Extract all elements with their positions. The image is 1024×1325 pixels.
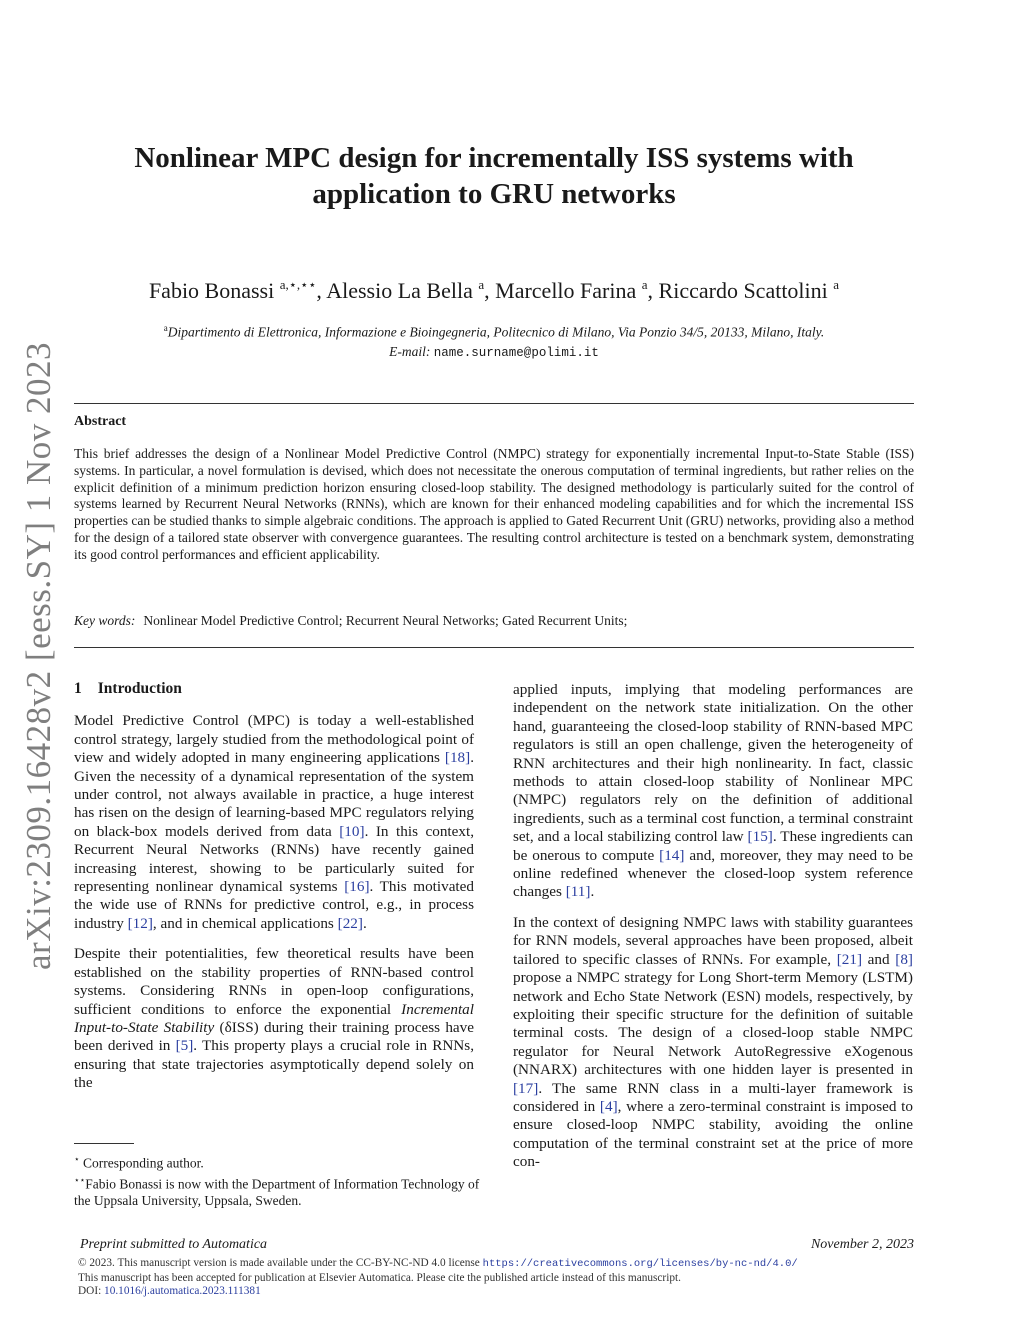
author-1	[149, 278, 326, 303]
text-run: Model Predictive Control (MPC) is today a well-established control strategy, largely studied from the methodological point of view and widely adopted in many engineering applications	[74, 712, 474, 767]
author-name: Fabio Bonassi	[148, 278, 275, 303]
text-run: . This property plays a crucial role in RNNs, ensuring that state trajectories asymptotically depend solely on the	[74, 1037, 474, 1092]
license-url[interactable]: https://creativecommons.org/licenses/by-nc-nd/4.0/	[482, 1258, 798, 1270]
citation-link[interactable]: [4]	[599, 1097, 618, 1115]
abstract-bottom-rule	[74, 647, 914, 648]
citation-link[interactable]: [18]	[444, 749, 471, 767]
footnote-2	[74, 1172, 484, 1210]
doi-link[interactable]: 10.1016/j.automatica.2023.111381	[104, 1285, 261, 1297]
footnote-text: Corresponding author.	[83, 1155, 204, 1171]
citation-link[interactable]: [16]	[344, 878, 370, 896]
intro-paragraph-3	[513, 681, 913, 902]
footnote-1	[74, 1151, 484, 1172]
footer-date: November 2, 2023	[810, 1237, 914, 1252]
citation-link[interactable]: [12]	[127, 914, 153, 932]
arxiv-side-stamp: arXiv:2309.16428v2 [eess.SY] 1 Nov 2023	[19, 341, 58, 970]
intro-paragraph-1	[74, 712, 474, 933]
affiliation	[74, 319, 914, 363]
title-line-2: application to GRU networks	[312, 178, 676, 210]
text-run: and, moreover, they may need to be online redefined whenever the closed-loop system reference changes	[513, 846, 914, 901]
affiliation-mark: a	[163, 323, 168, 333]
license-text: © 2023. This manuscript version is made available under the CC-BY-NC-ND 4.0 license	[78, 1257, 480, 1269]
emphasis-text: Incremental Input-to-State Stability	[74, 1000, 474, 1036]
author-name: Riccardo Scattolini	[658, 278, 828, 303]
author-sep: ,	[484, 278, 496, 303]
affiliation-text: Dipartimento di Elettronica, Informazione e Bioingegneria, Politecnico di Milano, Via Ponzio 34/5, 20133, Milano, Italy.	[167, 324, 825, 340]
text-run: . This motivated the wide use of RNNs for predictive control, e.g., in process industry	[74, 878, 474, 932]
text-run: propose a NMPC strategy for Long Short-term Memory (LSTM) network and Echo State Network (ESN) models, respectively, by exploiting their specific structure for the definition of suitable terminal costs. The design of a closed-loop stable NMPC regulator for Neural Network AutoRegressive eXogenous (NNARX) architectures with one hidden layer is presented in	[513, 969, 913, 1079]
citation-link[interactable]: [11]	[565, 883, 591, 901]
intro-paragraph-4	[513, 914, 913, 1172]
author-affil-mark: a	[833, 277, 840, 292]
author-3	[495, 278, 658, 303]
intro-paragraph-2	[74, 945, 474, 1092]
text-run: .	[590, 883, 595, 901]
citation-link[interactable]: [22]	[337, 914, 363, 932]
text-run: In the context of designing NMPC laws with stability guarantees for RNN models, several approaches have been proposed, albeit tailored to specific classes of RNNs. For example,	[513, 913, 913, 968]
author-2	[326, 278, 495, 303]
author-name: Alessio La Bella	[326, 278, 473, 303]
text-run: . The same RNN class in a multi-layer framework is considered in	[513, 1079, 913, 1115]
footnote-mark: ⋆	[74, 1154, 80, 1164]
text-run: , and in chemical applications	[152, 914, 338, 932]
title-line-1: Nonlinear MPC design for incrementally ISS systems with	[134, 142, 854, 174]
acceptance-note: This manuscript has been accepted for publication at Elsevier Automatica. Please cite the published article instead of this manuscript.	[78, 1271, 681, 1284]
text-run: . These ingredients can be onerous to compute	[513, 828, 913, 864]
author-sep: ,	[647, 278, 659, 303]
abstract-heading: Abstract	[74, 414, 127, 429]
author-sep: ,	[316, 278, 327, 303]
author-affil-mark: a,⋆,⋆⋆	[279, 277, 317, 292]
text-run: . In this context, Recurrent Neural Networks (RNNs) have recently gained increasing interest, showing to be particularly suited for representing nonlinear dynamical systems	[74, 822, 474, 896]
citation-link[interactable]: [17]	[513, 1079, 539, 1097]
text-run: (δISS) during their training process have been derived in	[74, 1018, 474, 1055]
paper-title	[74, 140, 914, 212]
abstract-top-rule	[74, 403, 914, 404]
keywords	[74, 613, 914, 629]
text-run: and	[862, 950, 896, 968]
citation-link[interactable]: [21]	[836, 950, 863, 968]
doi-label: DOI:	[78, 1285, 102, 1297]
footnote-mark: ⋆⋆	[74, 1174, 86, 1185]
keywords-text: Nonlinear Model Predictive Control; Recurrent Neural Networks; Gated Recurrent Units;	[143, 613, 628, 628]
keywords-label: Key words:	[74, 613, 136, 628]
text-run: .	[362, 914, 367, 932]
footer-preprint: Preprint submitted to Automatica	[80, 1237, 268, 1252]
citation-link[interactable]: [15]	[747, 828, 773, 846]
license-notice	[78, 1257, 958, 1299]
citation-link[interactable]: [10]	[339, 822, 365, 840]
email-label: E-mail:	[389, 343, 431, 359]
footnote-rule	[74, 1143, 134, 1144]
text-run: Despite their potentialities, few theoretical results have been established on the stability properties of RNN-based control systems. Considering RNNs in open-loop configurations, sufficient conditions to enforce the exponential	[74, 945, 474, 1018]
text-run: , where a zero-terminal constraint is imposed to ensure closed-loop NMPC stability, avoiding the online computation of the terminal constraint set at the price of more con-	[513, 1097, 913, 1171]
author-list	[74, 270, 914, 306]
author-name: Marcello Farina	[495, 278, 637, 303]
footnote-text: Fabio Bonassi is now with the Department of Information Technology of the Uppsala University, Uppsala, Sweden.	[74, 1176, 480, 1208]
citation-link[interactable]: [14]	[659, 846, 685, 864]
section-number: 1	[74, 680, 82, 697]
right-column	[513, 681, 913, 1184]
footnotes	[74, 1151, 484, 1209]
section-title: Introduction	[97, 680, 182, 697]
abstract-body: This brief addresses the design of a Nonlinear Model Predictive Control (NMPC) strategy for exponentially incremental Input-to-State Stable (ISS) systems. In particular, a novel formulation is devised, which does not necessitate the onerous computation of terminal ingredients, but rather relies on the explicit definition of a minimum prediction horizon ensuring closed-loop stability. The designed methodology is particularly suited for the control of systems learned by Recurrent Neural Networks (RNNs), which are known for their enhanced modeling capabilities and for which the incremental ISS properties can be studied thanks to simple algebraic conditions. The approach is applied to Gated Recurrent Unit (GRU) networks, providing also a method for the design of a tailored state observer with convergence guarantees. The resulting control architecture is tested on a benchmark system, demonstrating its good control performances and efficient applicability.	[74, 446, 914, 562]
author-affil-mark: a	[478, 277, 485, 292]
text-run: applied inputs, implying that modeling performances are independent on the network state initialization. On the other hand, guaranteeing the closed-loop stability of RNN-based MPC regulators is still an open challenge, given the heterogeneity of RNN architectures and their high nonlinearity. In fact, classic methods to attain closed-loop stability of Nonlinear MPC (NMPC) regulators rely on the definition of additional ingredients, such as a terminal cost function, a terminal constraint set, and a local stabilizing control law	[513, 681, 913, 846]
left-column	[74, 680, 474, 1105]
section-heading	[74, 680, 474, 698]
email-address: name.surname@polimi.it	[433, 345, 599, 360]
author-4	[659, 278, 840, 303]
author-affil-mark: a	[641, 277, 648, 292]
citation-link[interactable]: [8]	[895, 950, 913, 968]
text-run: . Given the necessity of a dynamical representation of the system under control, not always available in practice, a huge interest has risen on the design of learning-based MPC regulators relying on black-box models derived from data	[74, 749, 474, 840]
citation-link[interactable]: [5]	[175, 1037, 194, 1055]
